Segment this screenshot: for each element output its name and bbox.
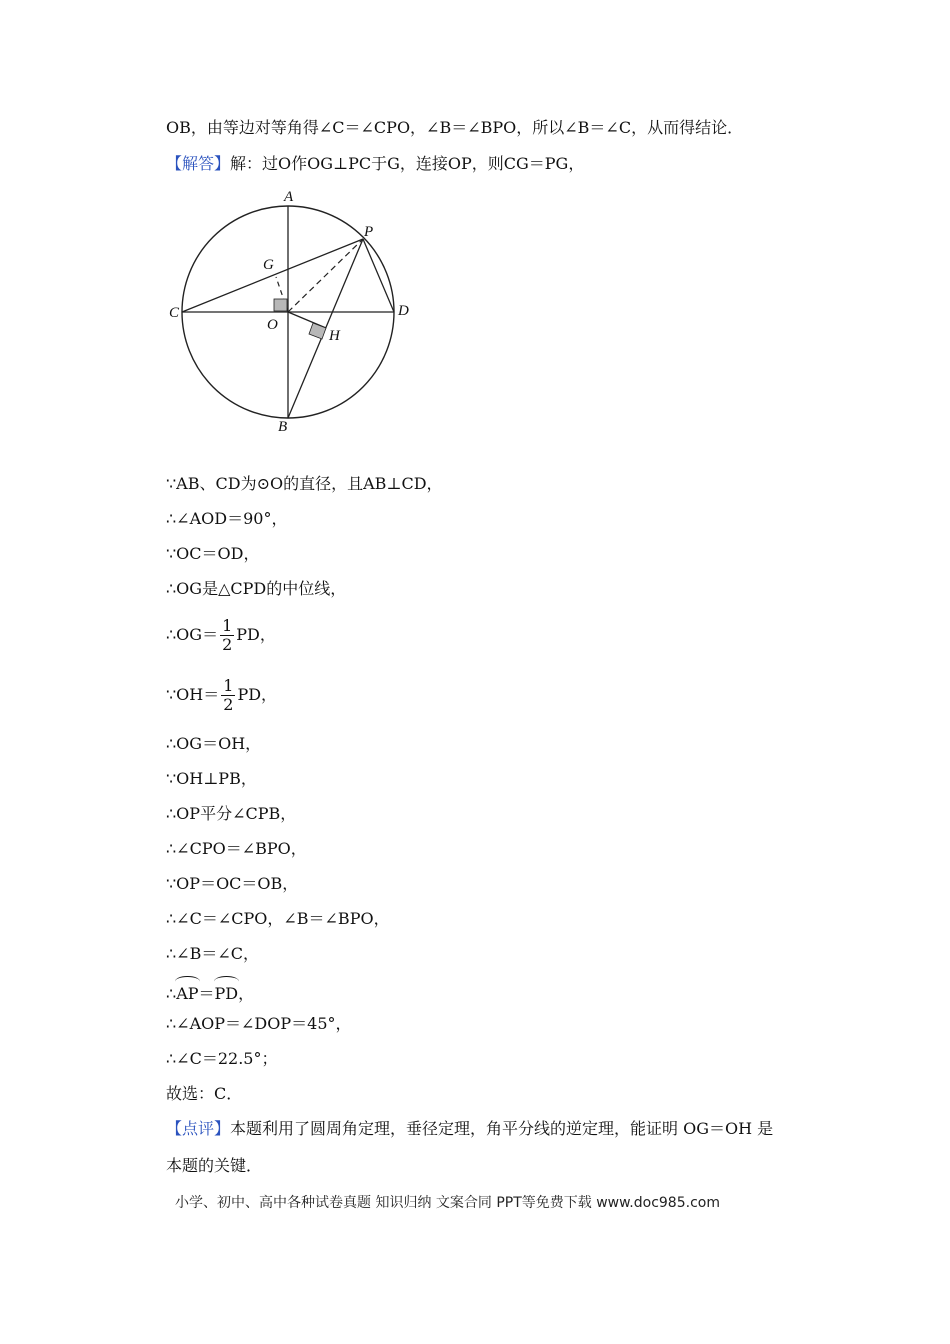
comment-text: 本题利用了圆周角定理，垂径定理，角平分线的逆定理，能证明 OG＝OH 是 — [230, 1119, 774, 1138]
label-h: H — [329, 328, 340, 344]
frac-step-2-prefix: ∵OH＝ — [166, 685, 220, 704]
step-6: ∵OH⊥PB， — [166, 769, 257, 788]
step-3: ∵OC＝OD， — [166, 544, 260, 563]
arc-step-suffix: ， — [238, 984, 255, 1003]
fraction-numerator: 1 — [223, 676, 234, 695]
step-2: ∴∠AOD＝90°， — [166, 509, 288, 528]
answer-text: 解：过O作OG⊥PC于G，连接OP，则CG＝PG， — [230, 154, 585, 173]
label-b: B — [278, 419, 288, 435]
label-o: O — [267, 317, 278, 333]
step-12: ∴∠AOP＝∠DOP＝45°， — [166, 1014, 352, 1033]
arc-step-equals: ＝ — [198, 984, 215, 1003]
chord-cp — [182, 239, 363, 312]
right-angle-h — [309, 323, 326, 339]
answer-line — [166, 154, 584, 174]
fraction-half — [220, 617, 234, 654]
frac-step-2 — [166, 675, 277, 715]
label-d: D — [398, 303, 409, 319]
frac-step-1 — [166, 615, 276, 655]
step-5: ∴OG＝OH， — [166, 734, 262, 753]
comment-line-1 — [166, 1119, 773, 1139]
frac-step-2-suffix: PD， — [237, 685, 278, 704]
comment-tag: 【点评】 — [166, 1119, 231, 1138]
footer-text: 小学、初中、高中各种试卷真题 知识归纳 文案合同 PPT等免费下载 www.doc985.com — [175, 1195, 720, 1211]
chord-pd — [363, 239, 394, 312]
geometry-figure — [160, 180, 420, 440]
fraction-numerator: 1 — [222, 616, 233, 635]
step-11: ∴∠B＝∠C， — [166, 944, 259, 963]
arc-pd: PD — [215, 976, 239, 1006]
arc-ap: AP — [176, 976, 198, 1006]
label-a: A — [284, 189, 294, 205]
step-10: ∴∠C＝∠CPO，∠B＝∠BPO， — [166, 909, 390, 928]
right-angle-o — [274, 299, 287, 311]
comment-line-2: 本题的关键． — [166, 1156, 263, 1175]
step-1: ∵AB、CD为⊙O的直径，且AB⊥CD， — [166, 474, 443, 493]
arc-step — [166, 976, 254, 1006]
frac-step-1-prefix: ∴OG＝ — [166, 625, 219, 644]
step-13: ∴∠C＝22.5°； — [166, 1049, 278, 1068]
step-4: ∴OG是△CPD的中位线， — [166, 579, 347, 598]
label-c: C — [169, 305, 180, 321]
frac-step-1-suffix: PD， — [236, 625, 276, 644]
segment-op — [288, 239, 363, 312]
label-p: P — [364, 224, 374, 240]
arc-step-prefix: ∴ — [166, 984, 177, 1003]
intro-line: OB，由等边对等角得∠C＝∠CPO，∠B＝∠BPO，所以∠B＝∠C，从而得结论． — [166, 118, 744, 137]
step-7: ∴OP平分∠CPB， — [166, 804, 297, 823]
fraction-denominator: 2 — [222, 635, 233, 654]
answer-tag: 【解答】 — [166, 154, 231, 173]
step-9: ∵OP＝OC＝OB， — [166, 874, 299, 893]
step-14: 故选：C． — [166, 1084, 243, 1103]
fraction-half — [221, 677, 235, 714]
step-8: ∴∠CPO＝∠BPO， — [166, 839, 307, 858]
label-g: G — [263, 257, 274, 273]
fraction-denominator: 2 — [223, 695, 234, 714]
